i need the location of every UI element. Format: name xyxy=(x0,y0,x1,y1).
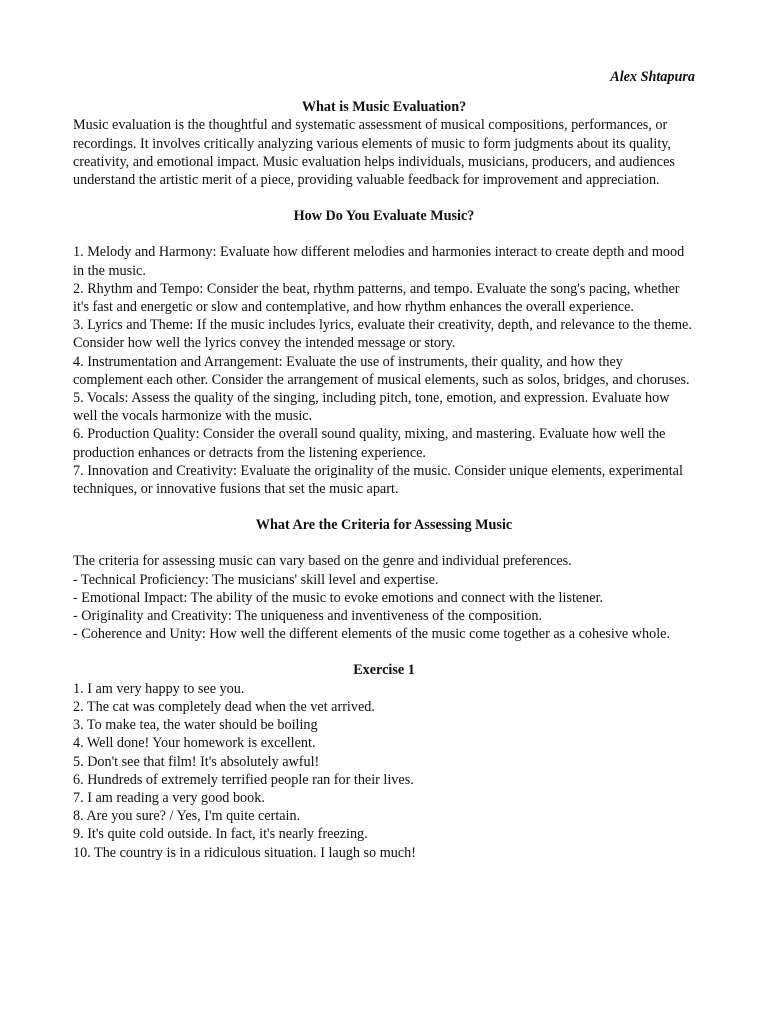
exercise-list-item: 5. Don't see that film! It's absolutely awful! xyxy=(73,753,320,770)
evaluate-list-item: 5. Vocals: Assess the quality of the singing, including pitch, tone, emotion, and expression. Evaluate how well the vocals harmonize with the music. xyxy=(73,390,670,425)
section-paragraph-what-is: Music evaluation is the thoughtful and systematic assessment of musical compositions, performances, or recordings. It involves critically analyzing various elements of music to form judgments about its quality, creativity, and emotional impact. Music evaluation helps individuals, musicians, producers, and audiences understand the artistic merit of a piece, providing valuable feedback for improvement and appreciation. xyxy=(73,117,675,189)
criteria-list-item: - Emotional Impact: The ability of the music to evoke emotions and connect with the listener. xyxy=(73,589,604,606)
exercise-list-item: 7. I am reading a very good book. xyxy=(73,789,265,806)
spacer xyxy=(73,498,695,516)
exercise-list-item: 1. I am very happy to see you. xyxy=(73,680,245,697)
criteria-list-item: - Technical Proficiency: The musicians' skill level and expertise. xyxy=(73,571,439,588)
criteria-list-item: - Coherence and Unity: How well the different elements of the music come together as a cohesive whole. xyxy=(73,626,670,643)
exercise-list-item: 3. To make tea, the water should be boiling xyxy=(73,717,318,734)
exercise-list-item: 10. The country is in a ridiculous situation. I laugh so much! xyxy=(73,844,416,861)
exercise-list-item: 4. Well done! Your homework is excellent. xyxy=(73,735,316,752)
author-name: Alex Shtapura xyxy=(610,69,695,85)
criteria-intro: The criteria for assessing music can vary based on the genre and individual preferences. xyxy=(73,553,572,570)
exercise-list-item: 2. The cat was completely dead when the vet arrived. xyxy=(73,698,375,715)
evaluate-list-item: 1. Melody and Harmony: Evaluate how different melodies and harmonies interact to create depth and mood in the music. xyxy=(73,244,685,279)
section-heading-exercise: Exercise 1 xyxy=(353,662,415,679)
evaluate-list-item: 7. Innovation and Creativity: Evaluate the originality of the music. Consider unique elements, experimental techniques, or innovative fusions that set the music apart. xyxy=(73,462,683,498)
evaluate-list-item: 4. Instrumentation and Arrangement: Evaluate the use of instruments, their quality, and how they complement each other. Consider the arrangement of musical elements, such as solos, bridges, and choruses. xyxy=(73,353,690,388)
section-heading-how-evaluate: How Do You Evaluate Music? xyxy=(293,208,475,225)
spacer xyxy=(73,225,695,243)
spacer xyxy=(73,189,695,207)
document-content xyxy=(73,68,695,862)
evaluate-list-item: 2. Rhythm and Tempo: Consider the beat, rhythm patterns, and tempo. Evaluate the song's pacing, whether it's fast and energetic or slow and contemplative, and how rhythm enhances the overall experience. xyxy=(73,280,680,316)
spacer xyxy=(73,643,695,661)
exercise-list-item: 8. Are you sure? / Yes, I'm quite certain. xyxy=(73,808,301,825)
evaluate-list-item: 6. Production Quality: Consider the overall sound quality, mixing, and mastering. Evaluate how well the production enhances or detracts from the listening experience. xyxy=(73,426,666,461)
exercise-list-item: 6. Hundreds of extremely terrified people ran for their lives. xyxy=(73,771,414,788)
section-heading-criteria: What Are the Criteria for Assessing Music xyxy=(255,517,513,534)
criteria-list-item: - Originality and Creativity: The uniqueness and inventiveness of the composition. xyxy=(73,608,543,625)
section-heading-what-is: What is Music Evaluation? xyxy=(301,99,467,116)
exercise-list-item: 9. It's quite cold outside. In fact, it's nearly freezing. xyxy=(73,826,368,843)
evaluate-list-item: 3. Lyrics and Theme: If the music includes lyrics, evaluate their creativity, depth, and relevance to the theme. Consider how well the lyrics convey the intended message or story. xyxy=(73,317,692,352)
spacer xyxy=(73,534,695,552)
